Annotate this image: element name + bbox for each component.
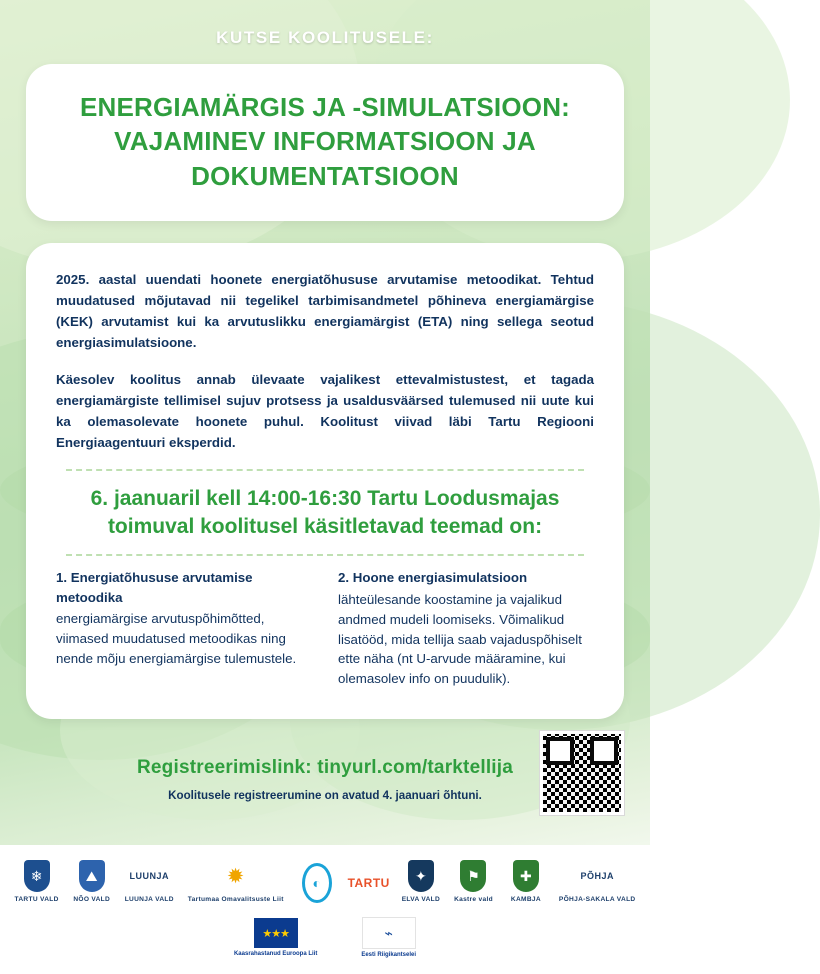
logo-nogo-vald xyxy=(73,859,111,903)
shield-icon: ✦ xyxy=(408,860,434,892)
circle-emblem-icon: ◐ xyxy=(302,863,332,903)
shield-icon: ⛰ xyxy=(79,860,105,892)
estonia-caption: Eesti Riigikantselei xyxy=(361,952,417,959)
topic-heading: 1. Energiatõhususe arvutamise metoodika xyxy=(56,570,253,605)
wordmark-icon: LUUNJA xyxy=(129,870,169,881)
title-card xyxy=(26,64,624,221)
event-details: 6. jaanuaril kell 14:00-16:30 Tartu Loodusmajas toimuval koolitusel käsitletavad teemad on: xyxy=(66,469,584,556)
tartu-wordmark-icon: TARTU xyxy=(347,876,390,891)
logo-caption: KAMBJA xyxy=(510,896,541,904)
estonia-logo xyxy=(361,917,416,960)
logo-elva-vald xyxy=(402,859,440,903)
topic-heading: 2. Hoone energiasimulatsioon xyxy=(338,570,528,586)
logo-pohja-sakala-vald xyxy=(559,859,636,903)
wordmark-icon: PÕHJA xyxy=(580,870,614,881)
funding-logos xyxy=(0,909,650,974)
qr-code-icon[interactable] xyxy=(540,731,624,815)
swallow-icon: ⌁ xyxy=(362,917,416,949)
page-title: ENERGIAMÄRGIS JA -SIMULATSIOON: VAJAMINEV INFORMATSIOON JA DOKUMENTATSIOON xyxy=(79,92,571,191)
logo-kastre-vald xyxy=(454,859,493,903)
logo-caption: TARTU VALD xyxy=(14,896,59,904)
logo-caption: PÕHJA-SAKALA VALD xyxy=(558,896,636,904)
topic-text: lähteülesande koostamine ja vajalikud andmed mudeli loomiseks. Võimalikud lisatööd, mida tellija saab vajaduspõhiselt ette näha (nt U-arvude määramine, kui olemasolev info on puudulik). xyxy=(338,591,582,687)
shield-icon: ❄ xyxy=(24,860,50,892)
logo-caption: Tartumaa Omavalitsuste Liit xyxy=(187,896,284,904)
logo-tartu xyxy=(347,866,390,903)
eu-logo xyxy=(234,918,317,959)
logo-luunja-vald xyxy=(125,859,174,903)
intro-paragraph-1: 2025. aastal uuendati hoonete energiatõhususe arvutamise metoodikat. Tehtud muudatused mõjutavad nii tegelikel tarbimisandmetel põhineva energiamärgise (KEK) arvutamist kui ka arvutuslikku energiamärgist (ETA) ning sellega seotud energiasimulatsioone. xyxy=(56,271,594,350)
intro-paragraph-2: Käesolev koolitus annab ülevaate vajalikest ettevalmistustest, et tagada energiamärgiste tellimisel sujuv protsess ja usaldusväärsed tulemused nii uute kui ka olemasolevate hoonete puhul. Koolitust viivad läbi Tartu Regiooni Energiaagentuuri eksperdid. xyxy=(56,371,594,450)
partner-logos xyxy=(0,845,650,909)
shield-icon: ⚑ xyxy=(460,860,486,892)
logo-caption: ELVA VALD xyxy=(401,896,441,904)
topic-text: energiamärgise arvutuspõhimõtted, viimased muudatused metoodikas ning nende mõju energiamärgise tulemustele. xyxy=(56,610,297,666)
eu-flag-icon: ★★★ xyxy=(254,918,298,948)
logo-caption: NÕO VALD xyxy=(73,896,111,904)
logo-tartumaa-omavalitsuste-liit xyxy=(188,859,284,903)
shield-icon: ✚ xyxy=(513,860,539,892)
topics-list xyxy=(56,568,594,693)
sun-icon: ✹ xyxy=(227,866,244,887)
eu-caption: Kaasrahastanud Euroopa Liit xyxy=(233,951,318,958)
logo-kambja-vald xyxy=(507,859,545,903)
logo-tartu-vald xyxy=(15,859,59,903)
logo-caption: LUUNJA VALD xyxy=(124,896,174,904)
registration-note: Koolitusele registreerumine on avatud 4. jaanuari õhtuni. xyxy=(168,789,482,803)
invitation-kicker: KUTSE KOOLITUSELE: xyxy=(216,28,434,47)
logo-trea xyxy=(298,866,336,903)
topic-item xyxy=(56,568,312,693)
logo-caption: Kastre vald xyxy=(454,896,493,904)
registration-block xyxy=(26,741,624,827)
body-card xyxy=(26,243,624,719)
registration-link[interactable]: Registreerimislink: tinyurl.com/tarktellija xyxy=(136,757,514,779)
topic-item xyxy=(338,568,594,693)
